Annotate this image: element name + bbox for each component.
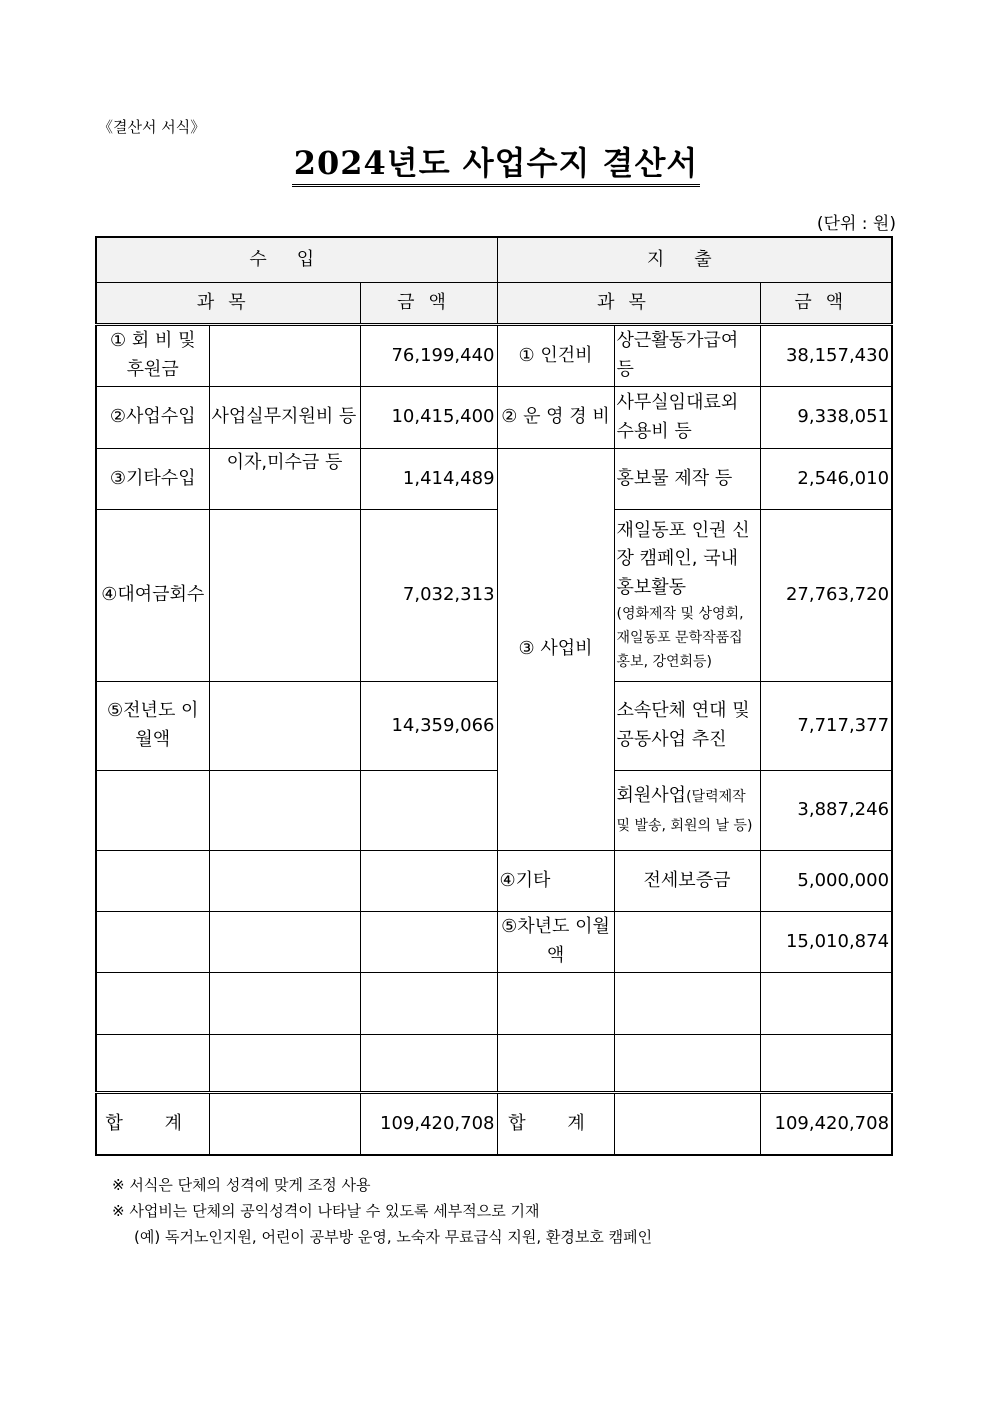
expense-amount: 3,887,246	[760, 771, 892, 851]
income-amount: 10,415,400	[360, 387, 497, 449]
column-header-row	[96, 283, 892, 325]
expense-amount: 15,010,874	[760, 912, 892, 973]
expense-amount: 38,157,430	[760, 325, 892, 387]
empty-cell	[497, 973, 614, 1035]
expense-item: ② 운 영 경 비	[497, 387, 614, 449]
total-row	[96, 1093, 892, 1156]
empty-cell	[614, 1093, 760, 1156]
empty-cell	[760, 973, 892, 1035]
income-header: 수입	[96, 237, 497, 283]
income-detail: 사업실무지원비 등	[209, 387, 360, 449]
empty-cell	[96, 973, 209, 1035]
income-item: ③기타수입	[96, 449, 209, 510]
empty-cell	[614, 1035, 760, 1093]
expense-item-header: 과목	[497, 283, 760, 325]
expense-total-amount: 109,420,708	[760, 1093, 892, 1156]
expense-detail-main: 재일동포 인권 신장 캠페인, 국내 홍보활동	[616, 519, 750, 599]
empty-cell	[360, 973, 497, 1035]
income-detail: 이자,미수금 등	[209, 449, 360, 510]
expense-detail-small: (달력제작 및 발송, 회원의 날 등)	[616, 788, 753, 834]
expense-header: 지출	[497, 237, 892, 283]
table-row	[96, 973, 892, 1035]
table-row	[96, 682, 892, 771]
footnotes	[112, 1172, 652, 1250]
income-total-amount: 109,420,708	[360, 1093, 497, 1156]
empty-cell	[614, 973, 760, 1035]
expense-detail	[614, 771, 760, 851]
income-item: ⑤전년도 이월액	[96, 682, 209, 771]
income-detail	[209, 325, 360, 387]
expense-amount-header: 금액	[760, 283, 892, 325]
income-amount: 1,414,489	[360, 449, 497, 510]
expense-amount: 27,763,720	[760, 510, 892, 682]
table-row	[96, 510, 892, 682]
income-item: ②사업수입	[96, 387, 209, 449]
expense-item: ③ 사업비	[497, 449, 614, 851]
table-row	[96, 449, 892, 510]
income-amount-header: 금액	[360, 283, 497, 325]
section-header-row	[96, 237, 892, 283]
empty-cell	[360, 1035, 497, 1093]
income-item	[96, 912, 209, 973]
income-total-label: 합 계	[96, 1093, 209, 1156]
expense-item: ⑤차년도 이월액	[497, 912, 614, 973]
expense-detail: 상근활동가급여 등	[614, 325, 760, 387]
income-amount	[360, 851, 497, 912]
expense-total-label: 합 계	[497, 1093, 614, 1156]
empty-cell	[209, 973, 360, 1035]
expense-amount: 9,338,051	[760, 387, 892, 449]
empty-cell	[209, 1035, 360, 1093]
income-detail	[209, 912, 360, 973]
income-detail	[209, 851, 360, 912]
expense-amount: 7,717,377	[760, 682, 892, 771]
footnote-example: (예) 독거노인지원, 어린이 공부방 운영, 노숙자 무료급식 지원, 환경보호 캠페인	[134, 1228, 653, 1246]
empty-cell	[209, 1093, 360, 1156]
table-row	[96, 912, 892, 973]
income-amount: 7,032,313	[360, 510, 497, 682]
expense-item: ① 인건비	[497, 325, 614, 387]
page-title	[0, 138, 992, 184]
footnote: ※ 서식은 단체의 성격에 맞게 조정 사용	[112, 1176, 371, 1194]
expense-detail	[614, 912, 760, 973]
table-row	[96, 325, 892, 387]
expense-item: ④기타	[497, 851, 614, 912]
expense-detail: 사무실임대료외 수용비 등	[614, 387, 760, 449]
income-item: ① 회 비 및 후원금	[96, 325, 209, 387]
income-amount: 76,199,440	[360, 325, 497, 387]
income-detail	[209, 510, 360, 682]
unit-label: (단위 : 원)	[816, 214, 896, 234]
income-item: ④대여금회수	[96, 510, 209, 682]
footnote: ※ 사업비는 단체의 공익성격이 나타날 수 있도록 세부적으로 기재	[112, 1202, 540, 1220]
income-detail	[209, 771, 360, 851]
empty-cell	[497, 1035, 614, 1093]
income-detail	[209, 682, 360, 771]
expense-detail: 전세보증금	[614, 851, 760, 912]
income-amount	[360, 771, 497, 851]
form-label: 《결산서 서식》	[98, 118, 206, 136]
income-amount: 14,359,066	[360, 682, 497, 771]
expense-detail: 홍보물 제작 등	[614, 449, 760, 510]
expense-amount: 2,546,010	[760, 449, 892, 510]
income-item-header: 과목	[96, 283, 360, 325]
expense-detail-main: 회원사업	[616, 784, 687, 806]
income-item	[96, 771, 209, 851]
income-amount	[360, 912, 497, 973]
expense-detail: 소속단체 연대 및 공동사업 추진	[614, 682, 760, 771]
expense-amount: 5,000,000	[760, 851, 892, 912]
income-item	[96, 851, 209, 912]
settlement-table	[95, 236, 893, 1156]
table-row	[96, 771, 892, 851]
table-row	[96, 387, 892, 449]
expense-detail-small: (영화제작 및 상영회, 재일동포 문학작품집 홍보, 강연회등)	[616, 606, 744, 670]
page-title-text: 2024년도 사업수지 결산서	[292, 144, 701, 187]
table-row	[96, 1035, 892, 1093]
empty-cell	[96, 1035, 209, 1093]
expense-detail	[614, 510, 760, 682]
table-row	[96, 851, 892, 912]
empty-cell	[760, 1035, 892, 1093]
